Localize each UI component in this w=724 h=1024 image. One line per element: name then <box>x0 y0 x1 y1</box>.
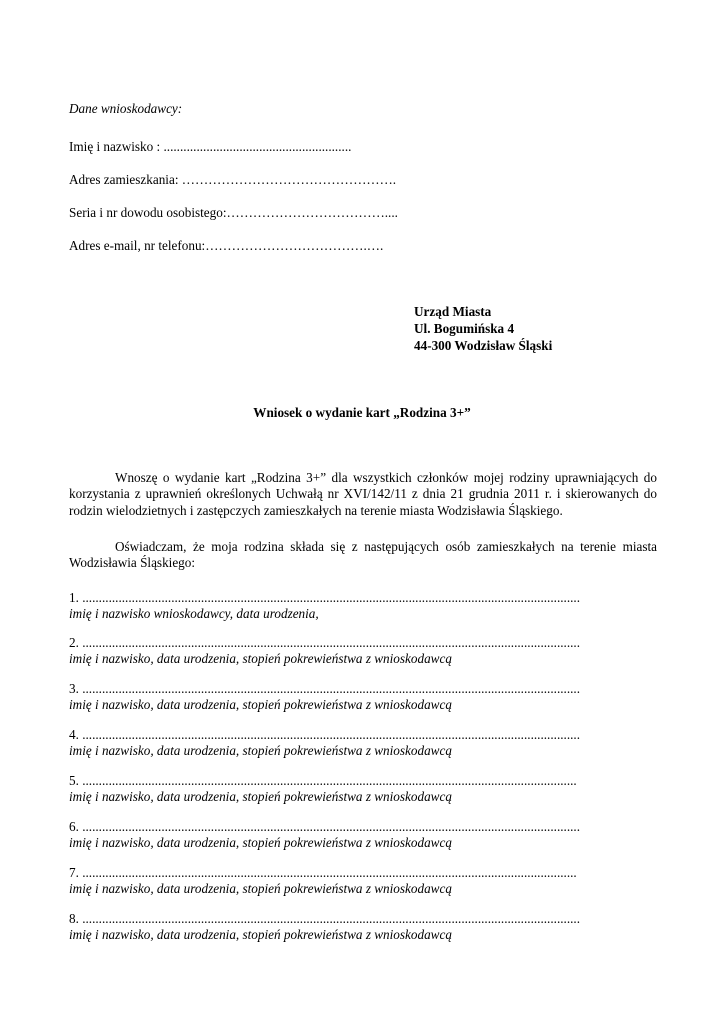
declaration-paragraph: Oświadczam, że moja rodzina składa się z następujących osób zamieszkałych na terenie miasta Wodzisławia Śląskiego: <box>69 539 657 571</box>
member-6-field[interactable]: 6. ....................................................................................................................................................... <box>69 819 581 834</box>
address-field[interactable]: Adres zamieszkania: …………………………………………. <box>69 172 397 187</box>
member-8-field[interactable]: 8. ....................................................................................................................................................... <box>69 911 581 926</box>
member-3-caption: imię i nazwisko, data urodzenia, stopień pokrewieństwa z wnioskodawcą <box>69 697 452 712</box>
member-1-field[interactable]: 1. ....................................................................................................................................................... <box>69 590 581 605</box>
name-field[interactable]: Imię i nazwisko : ......................................................... <box>69 139 352 154</box>
member-2-caption: imię i nazwisko, data urodzenia, stopień pokrewieństwa z wnioskodawcą <box>69 651 452 666</box>
member-1-caption: imię i nazwisko wnioskodawcy, data urodzenia, <box>69 606 319 621</box>
member-2-field[interactable]: 2. ....................................................................................................................................................... <box>69 635 581 650</box>
id-document-field[interactable]: Seria i nr dowodu osobistego:……………………………….... <box>69 205 398 220</box>
member-5-caption: imię i nazwisko, data urodzenia, stopień pokrewieństwa z wnioskodawcą <box>69 789 452 804</box>
member-8-caption: imię i nazwisko, data urodzenia, stopień pokrewieństwa z wnioskodawcą <box>69 927 452 942</box>
document-title: Wniosek o wydanie kart „Rodzina 3+” <box>253 405 471 420</box>
applicant-heading: Dane wnioskodawcy: <box>69 101 183 116</box>
request-paragraph: Wnoszę o wydanie kart „Rodzina 3+” dla wszystkich członków mojej rodziny uprawniających do korzystania z uprawnień określonych Uchwałą nr XVI/142/11 z dnia 21 grudnia 2011 r. i skierowanych do rodzin wielodzietnych i zastępczych zamieszkałych na terenie miasta Wodzisławia Śląskiego. <box>69 470 657 518</box>
recipient-street: Ul. Bogumińska 4 <box>414 321 515 336</box>
contact-field[interactable]: Adres e-mail, nr telefonu:……………………………….…. <box>69 238 384 253</box>
member-6-caption: imię i nazwisko, data urodzenia, stopień pokrewieństwa z wnioskodawcą <box>69 835 452 850</box>
member-4-field[interactable]: 4. ....................................................................................................................................................... <box>69 727 581 742</box>
member-4-caption: imię i nazwisko, data urodzenia, stopień pokrewieństwa z wnioskodawcą <box>69 743 452 758</box>
member-5-field[interactable]: 5. ...................................................................................................................................................... <box>69 773 577 788</box>
recipient-city: 44-300 Wodzisław Śląski <box>414 338 553 353</box>
member-7-caption: imię i nazwisko, data urodzenia, stopień pokrewieństwa z wnioskodawcą <box>69 881 452 896</box>
recipient-office: Urząd Miasta <box>414 304 492 319</box>
member-7-field[interactable]: 7. ...................................................................................................................................................... <box>69 865 577 880</box>
member-3-field[interactable]: 3. ....................................................................................................................................................... <box>69 681 581 696</box>
